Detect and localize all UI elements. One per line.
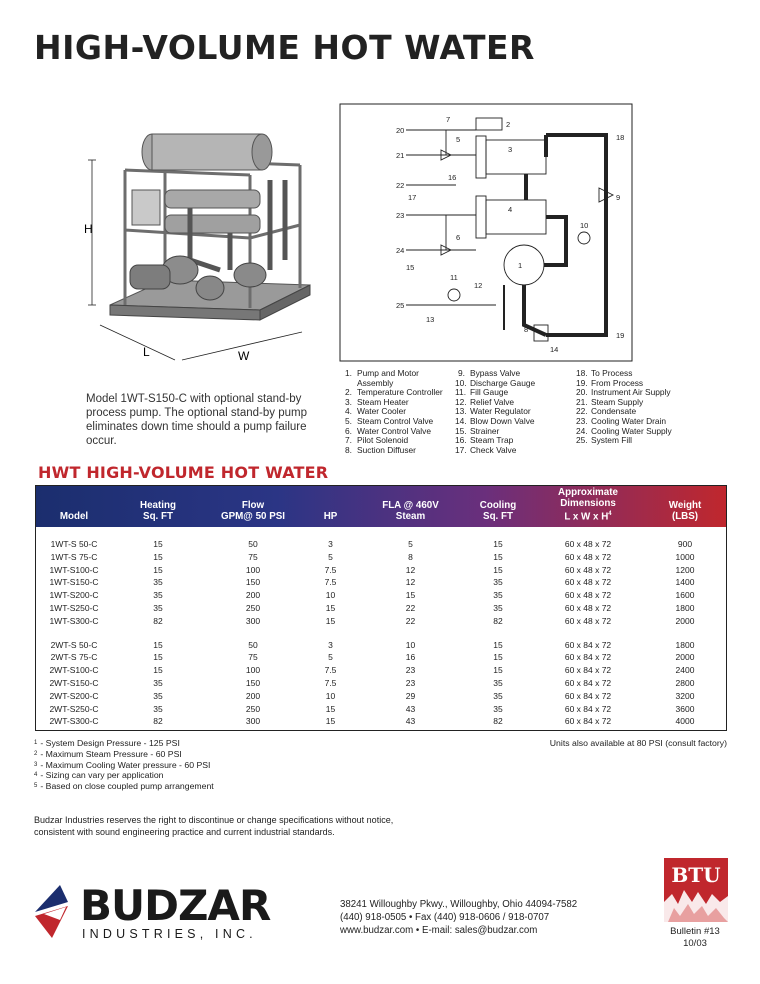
table-cell: 1600 xyxy=(675,590,695,601)
table-row xyxy=(35,576,727,589)
table-cell: 2000 xyxy=(675,652,695,663)
schem-label-1: 1 xyxy=(518,261,523,270)
footnote: $^4$ - Sizing can vary per application xyxy=(34,770,164,781)
schem-label-23: 23 xyxy=(396,211,405,220)
cell-model: 1WT-S100-C xyxy=(49,564,99,575)
table-cell: 4000 xyxy=(675,716,695,727)
table-row xyxy=(35,677,727,690)
table-cell: 7.5 xyxy=(324,564,337,575)
table-cell: 15 xyxy=(153,551,163,562)
schem-label-4: 4 xyxy=(508,205,513,214)
table-cell: 3 xyxy=(328,539,333,549)
table-cell: 200 xyxy=(245,690,261,701)
legend-item: 1. Pump and Motor xyxy=(345,368,419,378)
table-cell: 60 x 84 x 72 xyxy=(564,703,612,714)
table-cell: 23 xyxy=(405,677,416,688)
col-model: Model xyxy=(59,511,89,522)
table-cell: 200 xyxy=(245,590,261,601)
table-cell: 15 xyxy=(493,665,503,676)
table-cell: 35 xyxy=(493,690,503,701)
table-cell: 35 xyxy=(153,703,163,714)
availability-note: Units also available at 80 PSI (consult factory) xyxy=(549,738,727,748)
table-cell: 2400 xyxy=(675,665,695,676)
schem-label-5: 5 xyxy=(456,135,461,144)
table-cell: 10 xyxy=(325,590,336,601)
col-fla: FLA @ 460V Steam xyxy=(382,500,439,522)
bulletin-info xyxy=(660,926,730,950)
table-cell: 60 x 48 x 72 xyxy=(564,577,612,588)
table-cell: 35 xyxy=(493,703,503,714)
legend-item: Assembly xyxy=(357,377,394,388)
legend-item: 16. Steam Trap xyxy=(455,435,514,446)
schem-label-21: 21 xyxy=(396,151,405,160)
table-row xyxy=(35,715,727,728)
cell-model: 2WT-S300-C xyxy=(49,716,99,727)
table-cell: 1800 xyxy=(675,602,695,613)
col-flow: Flow GPM@ 50 PSI xyxy=(220,500,285,522)
table-spacer xyxy=(35,628,727,639)
bulletin-number: Bulletin #13 xyxy=(670,926,720,937)
table-cell: 35 xyxy=(493,602,503,613)
address-line: 38241 Willoughby Pkwy., Willoughby, Ohio 44094-7582 xyxy=(340,899,578,910)
table-cell: 82 xyxy=(493,716,503,727)
table-cell: 15 xyxy=(153,639,163,650)
table-cell: 23 xyxy=(405,665,416,676)
table-cell: 35 xyxy=(153,690,163,701)
table-cell: 35 xyxy=(493,577,503,588)
table-cell: 15 xyxy=(325,615,336,626)
table-cell: 35 xyxy=(493,677,503,688)
disclaimer-line: consistent with sound engineering practice and current industrial standards. xyxy=(34,827,335,837)
table-cell: 43 xyxy=(405,703,416,714)
table-cell: 60 x 48 x 72 xyxy=(564,602,612,613)
table-row xyxy=(35,564,727,577)
disclaimer-line: Budzar Industries reserves the right to discontinue or change specifications without notice, xyxy=(34,815,394,825)
table-cell: 5 xyxy=(408,539,413,549)
table-cell: 35 xyxy=(153,602,163,613)
legend-item: 10. Discharge Gauge xyxy=(455,377,536,388)
table-row xyxy=(35,589,727,602)
table-cell: 300 xyxy=(245,716,261,727)
legend-item: 20. Instrument Air Supply xyxy=(576,387,671,398)
table-cell: 100 xyxy=(245,564,261,575)
table-cell: 15 xyxy=(153,539,163,549)
table-cell: 15 xyxy=(493,551,503,562)
table-cell: 15 xyxy=(325,602,336,613)
section-title: HWT HIGH-VOLUME HOT WATER xyxy=(38,463,329,482)
table-row xyxy=(35,615,727,628)
table-cell: 100 xyxy=(245,665,261,676)
cell-model: 1WT-S200-C xyxy=(49,590,99,601)
table-row xyxy=(35,602,727,615)
table-row xyxy=(35,551,727,564)
table-cell: 15 xyxy=(493,564,503,575)
footnotes xyxy=(34,738,214,792)
cell-model: 1WT-S150-C xyxy=(49,577,99,588)
table-row xyxy=(35,703,727,716)
table-cell: 60 x 84 x 72 xyxy=(564,677,612,688)
table-cell: 75 xyxy=(248,652,258,663)
schem-label-24: 24 xyxy=(396,246,405,255)
table-cell: 7.5 xyxy=(324,665,337,676)
table-cell: 15 xyxy=(153,652,163,663)
legend-item: 23. Cooling Water Drain xyxy=(576,415,667,426)
schem-label-20: 20 xyxy=(396,126,405,135)
table-cell: 5 xyxy=(328,551,333,562)
table-cell: 60 x 48 x 72 xyxy=(564,564,612,575)
footnote: $^1$ - System Design Pressure - 125 PSI xyxy=(34,738,180,748)
table-cell: 7.5 xyxy=(324,677,337,688)
schem-label-15: 15 xyxy=(406,263,415,272)
cell-model: 2WT-S 75-C xyxy=(50,652,98,663)
schem-label-19: 19 xyxy=(616,331,625,340)
col-hp: HP xyxy=(323,511,338,522)
table-cell: 8 xyxy=(408,551,413,562)
table-row xyxy=(35,651,727,664)
schem-label-10: 10 xyxy=(580,221,589,230)
legend-item: 2. Temperature Controller xyxy=(345,387,443,398)
legend-item: 7. Pilot Solenoid xyxy=(345,435,409,446)
table-cell: 150 xyxy=(245,677,261,688)
table-cell: 3 xyxy=(328,639,333,650)
cell-model: 1WT-S 50-C xyxy=(50,539,98,549)
budzar-logo xyxy=(30,880,330,942)
table-cell: 15 xyxy=(405,590,416,601)
page-title: HIGH-VOLUME HOT WATER xyxy=(34,28,535,67)
legend-item: 6. Water Control Valve xyxy=(345,425,432,436)
footnote: $^2$ - Maximum Steam Pressure - 60 PSI xyxy=(34,748,182,759)
table-cell: 1400 xyxy=(675,577,695,588)
table-cell: 60 x 48 x 72 xyxy=(564,615,612,626)
footnote: $^3$ - Maximum Cooling Water pressure - 60 PSI xyxy=(34,759,211,770)
table-cell: 15 xyxy=(493,639,503,650)
logo-subline: INDUSTRIES, INC. xyxy=(82,927,257,941)
cell-model: 2WT-S150-C xyxy=(49,677,99,688)
company-contact xyxy=(340,898,577,937)
table-cell: 1800 xyxy=(675,639,695,650)
table-row xyxy=(35,639,727,652)
dim-h-label: H xyxy=(84,222,93,236)
table-header-row xyxy=(35,485,727,527)
schem-label-11: 11 xyxy=(450,273,458,282)
table-cell: 3600 xyxy=(675,703,695,714)
schem-label-8: 8 xyxy=(524,325,529,334)
cell-model: 2WT-S 50-C xyxy=(50,639,98,650)
legend-item: 13. Water Regulator xyxy=(455,406,531,417)
table-cell: 60 x 84 x 72 xyxy=(564,690,612,701)
table-cell: 15 xyxy=(325,716,336,727)
legend-item: 8. Suction Diffuser xyxy=(345,444,416,455)
schem-label-16: 16 xyxy=(448,173,457,182)
table-cell: 7.5 xyxy=(324,577,337,588)
schem-label-18: 18 xyxy=(616,133,625,142)
legend-item: 14. Blow Down Valve xyxy=(455,415,535,426)
legend-item: 19. From Process xyxy=(576,377,644,388)
table-cell: 60 x 84 x 72 xyxy=(564,652,612,663)
table-cell: 60 x 48 x 72 xyxy=(564,551,612,562)
table-cell: 75 xyxy=(248,551,258,562)
schem-label-9: 9 xyxy=(616,193,621,202)
table-row xyxy=(35,538,727,551)
legend-col-2 xyxy=(455,369,535,455)
table-cell: 60 x 84 x 72 xyxy=(564,639,612,650)
table-cell: 2000 xyxy=(675,615,695,626)
schem-label-3: 3 xyxy=(508,145,513,154)
table-cell: 50 xyxy=(248,539,258,549)
legend-item: 12. Relief Valve xyxy=(455,396,515,407)
table-cell: 35 xyxy=(153,590,163,601)
legend-item: 5. Steam Control Valve xyxy=(345,415,434,426)
table-cell: 82 xyxy=(153,615,163,626)
table-cell: 3200 xyxy=(675,690,695,701)
table-cell: 60 x 48 x 72 xyxy=(564,590,612,601)
table-cell: 150 xyxy=(245,577,261,588)
table-cell: 10 xyxy=(405,639,416,650)
legend-col-3 xyxy=(576,369,672,446)
dim-w-label: W xyxy=(238,349,250,363)
legend-item: 15. Strainer xyxy=(455,425,500,436)
table-cell: 900 xyxy=(677,539,693,549)
table-row xyxy=(35,664,727,677)
legend-item: 4. Water Cooler xyxy=(345,406,407,417)
table-cell: 5 xyxy=(328,652,333,663)
table-cell: 35 xyxy=(153,677,163,688)
schem-label-13: 13 xyxy=(426,315,435,324)
schem-label-25: 25 xyxy=(396,301,405,310)
table-cell: 12 xyxy=(405,564,416,575)
cell-model: 2WT-S200-C xyxy=(49,690,99,701)
product-photo xyxy=(70,120,330,370)
logo-wordmark: BUDZAR xyxy=(80,881,271,930)
table-cell: 300 xyxy=(245,615,261,626)
col-dimensions: Approximate Dimensions L x W x $H^4$ xyxy=(558,486,618,522)
table-cell: 250 xyxy=(245,703,261,714)
legend-item: 18. To Process xyxy=(576,368,633,378)
table-cell: 50 xyxy=(248,639,258,650)
bulletin-date: 10/03 xyxy=(683,938,707,949)
table-cell: 60 x 84 x 72 xyxy=(564,716,612,727)
legend-item: 25. System Fill xyxy=(576,435,632,446)
table-cell: 60 x 84 x 72 xyxy=(564,665,612,676)
photo-caption: Model 1WT-S150-C with optional stand-by process pump. The optional stand-by pump eliminates down time should a pump failure occur. xyxy=(86,393,307,447)
cell-model: 2WT-S250-C xyxy=(49,703,99,714)
legend-item: 24. Cooling Water Supply xyxy=(576,425,672,436)
table-cell: 15 xyxy=(325,703,336,714)
table-cell: 22 xyxy=(405,615,416,626)
schem-label-17: 17 xyxy=(408,193,417,202)
legend-item: 21. Steam Supply xyxy=(576,396,644,407)
table-cell: 16 xyxy=(405,652,416,663)
table-cell: 10 xyxy=(325,690,336,701)
table-cell: 2800 xyxy=(675,677,695,688)
table-cell: 12 xyxy=(405,577,416,588)
disclaimer xyxy=(34,814,494,838)
legend-item: 17. Check Valve xyxy=(455,444,517,455)
table-cell: 15 xyxy=(493,539,503,549)
btu-text: BTU xyxy=(671,863,721,887)
schem-label-22: 22 xyxy=(396,181,405,190)
cell-model: 2WT-S100-C xyxy=(49,665,99,676)
table-cell: 35 xyxy=(153,577,163,588)
schem-label-7: 7 xyxy=(446,115,451,124)
schem-label-6: 6 xyxy=(456,233,461,242)
table-cell: 250 xyxy=(245,602,261,613)
table-cell: 15 xyxy=(153,564,163,575)
table-cell: 15 xyxy=(153,665,163,676)
table-cell: 1200 xyxy=(675,564,695,575)
col-heating: Heating Sq. FT xyxy=(140,500,176,522)
legend-item: 9. Bypass Valve xyxy=(458,368,521,378)
cell-model: 1WT-S250-C xyxy=(49,602,99,613)
footnote: $^5$ - Based on close coupled pump arrangement xyxy=(34,781,214,792)
piping-schematic xyxy=(336,100,636,365)
cell-model: 1WT-S 75-C xyxy=(50,551,98,562)
table-cell: 82 xyxy=(493,615,503,626)
table-cell: 22 xyxy=(405,602,416,613)
legend-item: 22. Condensate xyxy=(576,406,637,417)
table-cell: 82 xyxy=(153,716,163,727)
schem-label-14: 14 xyxy=(550,345,559,354)
phone-line: (440) 918-0505 • Fax (440) 918-0606 / 918-0707 xyxy=(340,912,550,923)
col-cooling: Cooling Sq. FT xyxy=(479,500,517,522)
legend-item: 11. Fill Gauge xyxy=(455,387,509,398)
dim-l-label: L xyxy=(143,345,150,359)
schem-label-2: 2 xyxy=(506,120,511,129)
cell-model: 1WT-S300-C xyxy=(49,615,99,626)
schem-label-12: 12 xyxy=(474,281,483,290)
table-cell: 1000 xyxy=(675,551,695,562)
legend-col-1 xyxy=(342,369,443,455)
table-cell: 43 xyxy=(405,716,416,727)
btu-badge xyxy=(664,858,728,922)
col-weight: Weight (LBS) xyxy=(668,500,702,522)
table-cell: 15 xyxy=(493,652,503,663)
web-line: www.budzar.com • E-mail: sales@budzar.com xyxy=(340,925,538,936)
table-row xyxy=(35,690,727,703)
table-cell: 29 xyxy=(405,690,416,701)
spec-table xyxy=(35,485,727,728)
table-cell: 60 x 48 x 72 xyxy=(564,539,612,549)
legend-item: 3. Steam Heater xyxy=(345,396,409,407)
table-spacer xyxy=(35,527,727,538)
table-cell: 35 xyxy=(493,590,503,601)
